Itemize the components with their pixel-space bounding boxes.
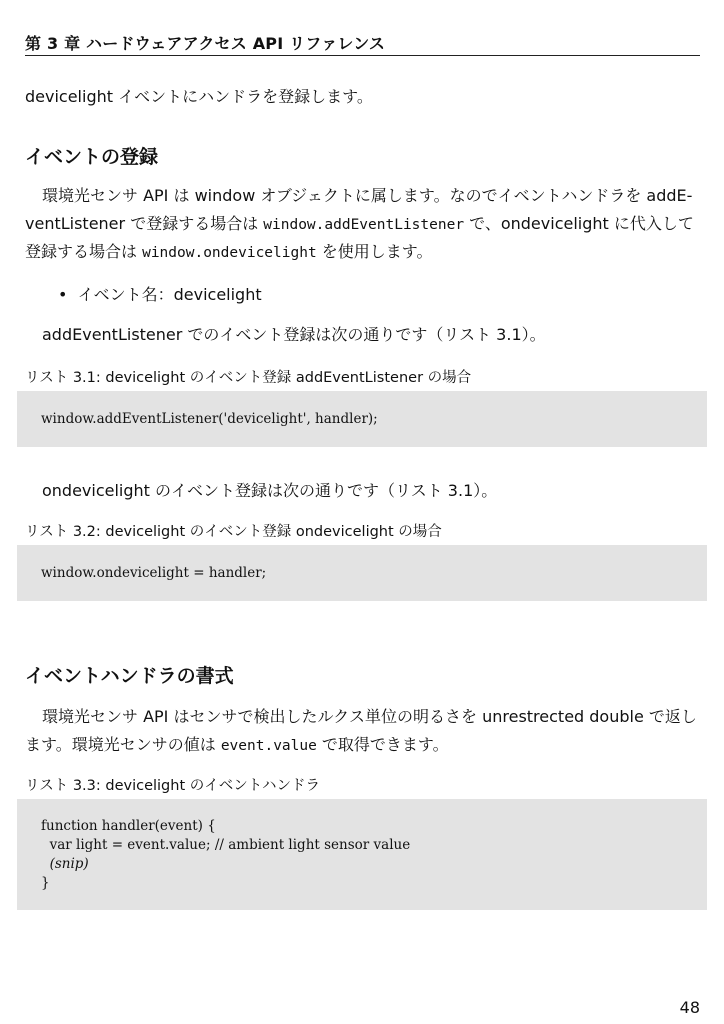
section-title-event-registration: イベントの登録 <box>25 146 159 168</box>
code-listing-3-2 <box>17 545 707 601</box>
text-span: ventListener で登録する場合は <box>25 214 264 233</box>
code-line: function handler(event) { <box>41 818 216 834</box>
code-listing-3-1 <box>17 391 707 447</box>
text-span: で取得できます。 <box>316 735 449 754</box>
section1-para2: addEventListener でのイベント登録は次の通りです（リスト 3.1）。 <box>42 325 546 344</box>
bullet-item-event-name <box>58 281 262 309</box>
text-span: 登録する場合は <box>25 242 143 261</box>
listing-caption-3-1: リスト 3.1: devicelight のイベント登録 addEventListener の場合 <box>25 370 472 386</box>
listing-caption-3-2: リスト 3.2: devicelight のイベント登録 ondevicelight の場合 <box>25 524 442 540</box>
code-line: window.ondevicelight = handler; <box>41 565 267 581</box>
code-line-snip: (snip) <box>41 856 89 872</box>
code-listing-3-3 <box>17 799 707 910</box>
section2-para1-line2 <box>25 731 449 760</box>
bullet-text: イベント名：devicelight <box>77 285 262 304</box>
intro-paragraph: devicelight イベントにハンドラを登録します。 <box>25 87 373 106</box>
page-number: 48 <box>679 998 700 1017</box>
header-rule <box>25 55 700 56</box>
inline-code: window.addEventListener <box>263 217 465 233</box>
chapter-header: 第 3 章 ハードウェアアクセス API リファレンス <box>25 34 386 53</box>
section1-para1-line2 <box>25 210 694 239</box>
section-title-handler-format: イベントハンドラの書式 <box>25 665 234 687</box>
section1-para1-line1: 環境光センサ API は window オブジェクトに属します。なのでイベントハンドラを addE- <box>42 186 693 205</box>
text-span: で、ondevicelight に代入して <box>464 214 694 233</box>
text-span: を使用します。 <box>316 242 433 261</box>
inline-code: window.ondevicelight <box>142 245 317 261</box>
section2-para1-line1: 環境光センサ API はセンサで検出したルクス単位の明るさを unrestrected double で返し <box>42 707 697 726</box>
code-line: window.addEventListener('devicelight', handler); <box>41 411 378 427</box>
section1-para3: ondevicelight のイベント登録は次の通りです（リスト 3.1）。 <box>42 481 498 500</box>
inline-code: event.value <box>220 738 317 754</box>
code-line: var light = event.value; // ambient light sensor value <box>41 837 411 853</box>
text-span: ます。環境光センサの値は <box>25 735 221 754</box>
listing-caption-3-3: リスト 3.3: devicelight のイベントハンドラ <box>25 778 320 794</box>
section1-para1-line3 <box>25 238 433 267</box>
bullet-dot-icon: • <box>58 285 68 304</box>
code-line: } <box>41 875 50 891</box>
